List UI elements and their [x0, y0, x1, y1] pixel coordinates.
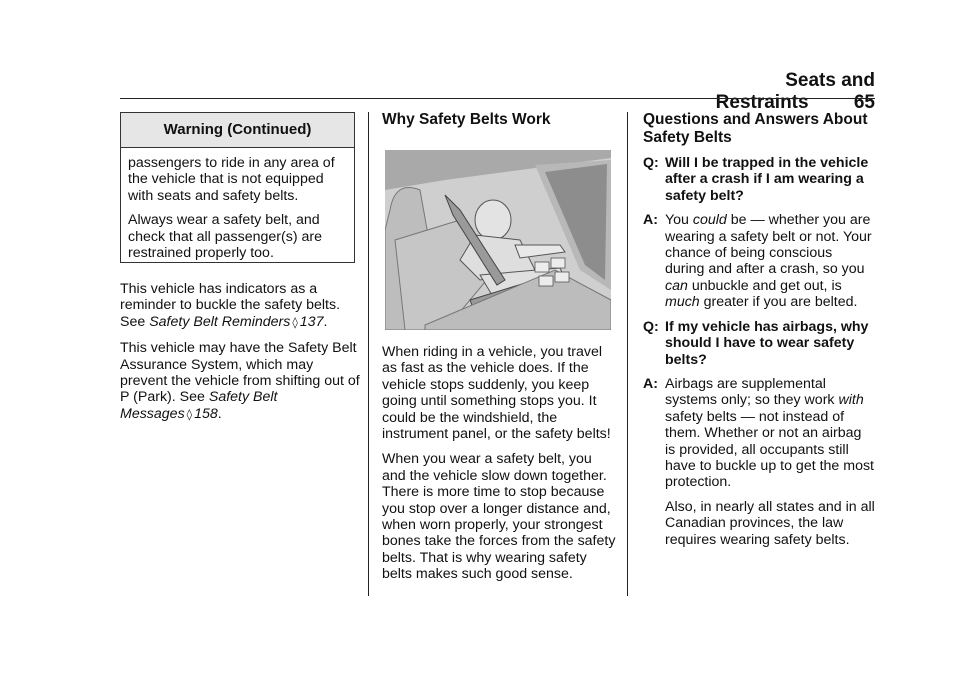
page-ref-number[interactable]: 137 [299, 313, 324, 330]
safety-belt-reminders-link[interactable]: Safety Belt Reminders [149, 313, 291, 330]
crash-test-illustration [385, 150, 611, 330]
middle-column-heading [382, 111, 618, 137]
right-column [643, 111, 875, 556]
warning-paragraph: Always wear a safety belt, and check that all passenger(s) are restrained properly too. [128, 212, 322, 262]
column-divider-2 [627, 112, 628, 596]
crash-dummy-image [385, 150, 611, 330]
warning-title: Warning (Continued) [121, 113, 354, 148]
warning-box [120, 112, 355, 263]
questions-answers-heading: Questions and Answers About Safety Belts [643, 111, 868, 146]
reminder-paragraph: This vehicle has indicators as a reminder to buckle the safety belts. See Safety Belt Reminders ◊ 137. [120, 281, 341, 330]
question-2: Q: If my vehicle has airbags, why should I have to wear safety belts? [643, 318, 869, 368]
page-header [650, 70, 875, 114]
left-column [120, 281, 360, 432]
section-title: Seats and Restraints [715, 70, 875, 113]
answer-1: A: You could be — whether you are wearing a safety belt or not. Your chance of being conscious during and after a crash, so you can unbuckle and get out, is much greater if you are belted. [643, 212, 872, 311]
page-ref-number[interactable]: 158 [194, 405, 218, 422]
middle-column [382, 344, 618, 592]
answer-2: A: Airbags are supplemental systems only; so they work with safety belts — not instead of them. Whether or not an airbag is provided, all occupants still have to buckle up to get the most protection. [643, 375, 875, 491]
page-ref-icon: ◊ [186, 407, 193, 421]
assurance-paragraph: This vehicle may have the Safety Belt Assurance System, which may prevent the vehicle from shifting out of P (Park). See Safety Belt Messages ◊ 158. [120, 340, 360, 422]
column-divider-1 [368, 112, 369, 596]
wear-belt-paragraph: When you wear a safety belt, you and the vehicle slow down together. There is more time to stop because you stop over a longer distance and, when worn properly, your strongest bones take the forces from the safety belts. That is why wearing safety belts makes such good sense. [382, 451, 616, 583]
warning-paragraph: passengers to ride in any area of the vehicle that is not equipped with seats and safety belts. [128, 155, 335, 204]
page-number: 65 [853, 92, 875, 113]
riding-paragraph: When riding in a vehicle, you travel as fast as the vehicle does. If the vehicle stops suddenly, you keep going until something stops you. It could be the windshield, the instrument panel, or the safety belts! [382, 344, 611, 443]
question-label: Q: [643, 155, 659, 171]
safety-belt-messages-link[interactable]: Safety Belt Messages [120, 389, 278, 422]
answer-label: A: [643, 375, 658, 392]
header-rule [120, 98, 875, 99]
page-ref-icon: ◊ [292, 315, 298, 329]
answer-2-continued: Also, in nearly all states and in all Canadian provinces, the law requires wearing safety belts. [665, 498, 875, 548]
question-1: Q: Will I be trapped in the vehicle after a crash if I am wearing a safety belt? [643, 155, 869, 204]
answer-label: A: [643, 212, 658, 229]
question-label: Q: [643, 318, 659, 335]
why-safety-belts-work-heading: Why Safety Belts Work [382, 111, 551, 128]
